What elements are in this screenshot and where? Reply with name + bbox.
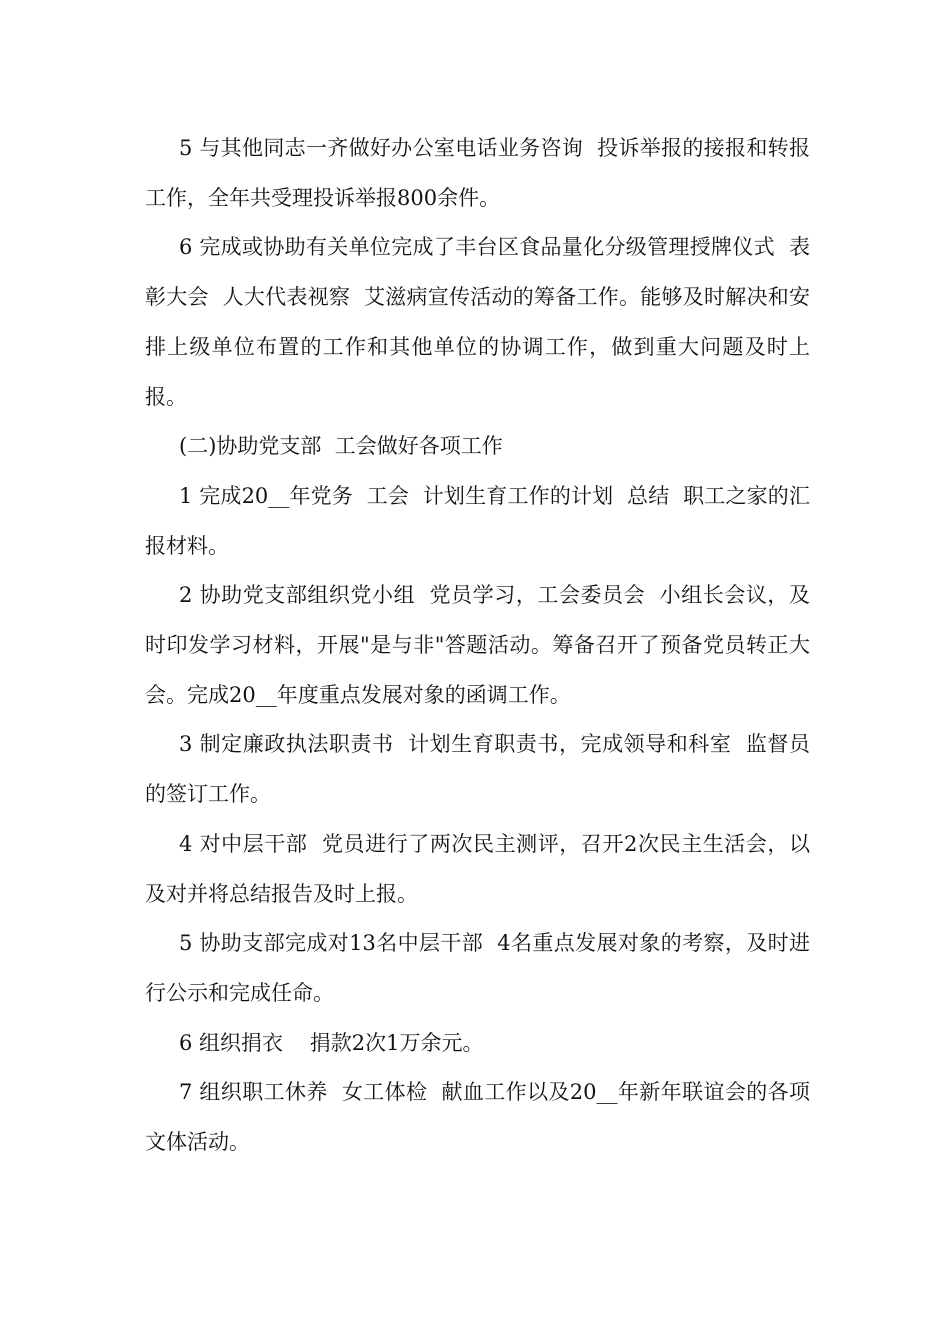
paragraph-staff-activities: 7 组织职工休养 女工体检 献血工作以及20__年新年联谊会的各项文体活动。 xyxy=(145,1080,810,1155)
document-body xyxy=(145,124,810,1168)
paragraph-plans-reports: 1 完成20__年党务 工会 计划生育工作的计划 总结 职工之家的汇报材料。 xyxy=(145,483,810,558)
paragraph-democratic-evaluation: 4 对中层干部 党员进行了两次民主测评，召开2次民主生活会，以及对并将总结报告及时上报。 xyxy=(145,831,810,906)
paragraph-phone-complaints: 5 与其他同志一齐做好办公室电话业务咨询 投诉举报的接报和转报工作，全年共受理投诉举报800余件。 xyxy=(145,136,810,210)
paragraph-responsibility-letters: 3 制定廉政执法职责书 计划生育职责书，完成领导和科室 监督员的签订工作。 xyxy=(145,732,810,807)
paragraph-cadre-inspection: 5 协助支部完成对13名中层干部 4名重点发展对象的考察，及时进行公示和完成任命。 xyxy=(145,931,810,1005)
paragraph-donations: 6 组织捐衣 捐款2次1万余元。 xyxy=(179,1030,484,1055)
paragraph-event-preparation: 6 完成或协助有关单位完成了丰台区食品量化分级管理授牌仪式 表彰大会 人大代表视察 艾滋病宣传活动的筹备工作。能够及时解决和安排上级单位布置的工作和其他单位的协调工作，做到重大问题及时上报。 xyxy=(145,235,810,409)
paragraph-party-study: 2 协助党支部组织党小组 党员学习，工会委员会 小组长会议，及时印发学习材料，开展"是与非"答题活动。筹备召开了预备党员转正大会。完成20__年度重点发展对象的函调工作。 xyxy=(145,583,810,707)
section-heading-party-union: (二)协助党支部 工会做好各项工作 xyxy=(179,434,503,459)
